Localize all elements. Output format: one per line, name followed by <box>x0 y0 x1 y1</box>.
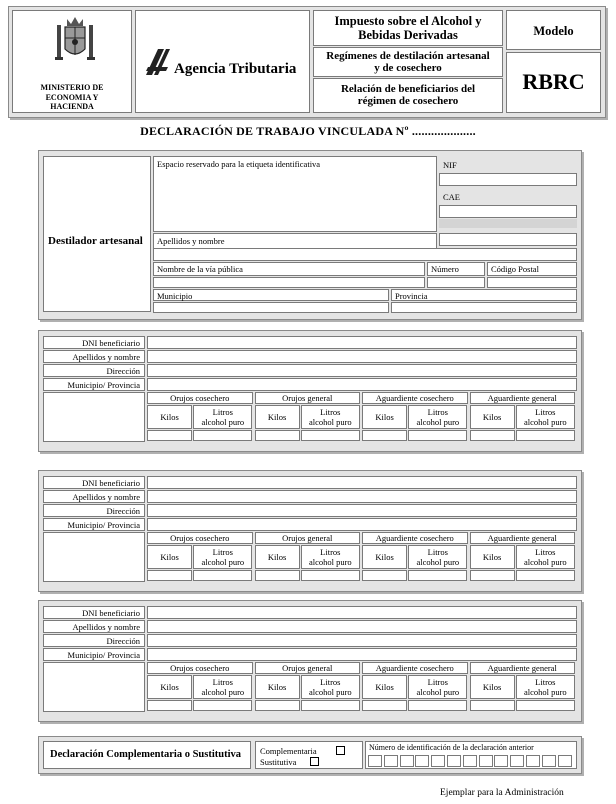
tax-title-line-1: Impuesto sobre el Alcohol y <box>334 14 482 28</box>
label-space-field[interactable] <box>153 156 437 232</box>
modelo-code: RBRC <box>522 69 585 94</box>
municipio-field[interactable] <box>153 289 389 301</box>
beneficiary-group-label: Orujos general <box>282 393 333 403</box>
kilos-header <box>362 405 407 429</box>
kilos-label: Kilos <box>375 552 394 562</box>
prev-number-digit-cell[interactable] <box>384 755 398 767</box>
litros-label-1: Litros <box>320 547 341 557</box>
beneficiary-group-header <box>147 662 253 674</box>
litros-value-field[interactable] <box>516 430 575 441</box>
kilos-label: Kilos <box>482 552 502 562</box>
beneficiary-group-label: Orujos cosechero <box>170 393 230 403</box>
agency-name: Agencia Tributaria <box>174 61 297 77</box>
litros-label-1: Litros <box>212 407 233 417</box>
municipio-label: Municipio <box>157 291 193 301</box>
kilos-label: Kilos <box>482 682 502 692</box>
litros-label-1: Litros <box>535 407 556 417</box>
litros-label-1: Litros <box>535 547 556 557</box>
prev-number-digit-cell[interactable] <box>494 755 508 767</box>
kilos-label: Kilos <box>160 412 179 422</box>
footer-copy-label: Ejemplar para la Administración <box>440 788 564 798</box>
kilos-header <box>147 675 192 699</box>
nif-label: NIF <box>443 160 457 170</box>
litros-label-2: alcohol puro <box>523 687 567 697</box>
cae-field[interactable] <box>439 205 577 218</box>
cp-value[interactable] <box>487 277 577 288</box>
beneficiary-row-label-box <box>43 606 145 619</box>
litros-label-2: alcohol puro <box>416 687 460 697</box>
beneficiary-group-header <box>470 392 576 404</box>
kilos-value-field[interactable] <box>470 430 515 441</box>
kilos-header <box>147 405 192 429</box>
litros-label-2: alcohol puro <box>308 557 352 567</box>
kilos-label: Kilos <box>267 552 287 562</box>
litros-label-2: alcohol puro <box>201 417 245 427</box>
kilos-label: Kilos <box>482 412 502 422</box>
litros-label-2: alcohol puro <box>201 687 245 697</box>
litros-label-1: Litros <box>320 407 341 417</box>
coat-of-arms-icon <box>53 15 97 65</box>
complementaria-title-box <box>43 741 251 769</box>
litros-value-field[interactable] <box>516 570 575 581</box>
kilos-header <box>470 545 515 569</box>
litros-header <box>408 675 467 699</box>
beneficiary-row-label-box <box>43 378 145 391</box>
beneficiary-blank-cell <box>43 662 145 712</box>
beneficiary-group-label: Orujos general <box>282 533 333 543</box>
via-field[interactable] <box>153 262 425 276</box>
apellidos-field-2[interactable] <box>439 233 577 246</box>
prev-number-digit-cell[interactable] <box>526 755 540 767</box>
beneficiary-group-header <box>470 532 576 544</box>
litros-header <box>193 675 252 699</box>
via-label: Nombre de la vía pública <box>157 264 243 274</box>
litros-label-1: Litros <box>212 677 233 687</box>
prev-number-digit-cell[interactable] <box>400 755 414 767</box>
via-value[interactable] <box>153 277 425 288</box>
header-frame <box>8 6 606 118</box>
kilos-label: Kilos <box>267 682 287 692</box>
litros-label-2: alcohol puro <box>416 417 460 427</box>
beneficiary-blank-cell <box>43 392 145 442</box>
declaration-title: DECLARACIÓN DE TRABAJO VINCULADA Nº .................... <box>140 124 476 138</box>
kilos-label: Kilos <box>375 682 394 692</box>
beneficiary-row-label: Dirección <box>106 636 140 646</box>
litros-label-1: Litros <box>427 407 448 417</box>
litros-value-field[interactable] <box>193 570 252 581</box>
litros-header <box>408 545 467 569</box>
opt-sustitutiva-label: Sustitutiva <box>260 757 297 767</box>
municipio-value[interactable] <box>153 302 389 313</box>
kilos-value-field[interactable] <box>255 570 300 581</box>
litros-header <box>301 545 360 569</box>
kilos-value-field[interactable] <box>362 700 407 711</box>
sustitutiva-checkbox[interactable] <box>310 757 319 766</box>
apellidos-field-3[interactable] <box>153 248 577 261</box>
beneficiary-row-label-box <box>43 648 145 661</box>
litros-label-1: Litros <box>535 677 556 687</box>
kilos-header <box>255 545 300 569</box>
beneficiary-block-1 <box>38 330 582 452</box>
beneficiary-row-label: Dirección <box>106 506 140 516</box>
beneficiary-row-field[interactable] <box>147 378 577 391</box>
relation-title-line-2: régimen de cosechero <box>357 95 459 107</box>
litros-header <box>516 405 575 429</box>
beneficiary-row-label: Apellidos y nombre <box>72 352 140 362</box>
modelo-label: Modelo <box>533 24 574 38</box>
beneficiary-row-label: DNI beneficiario <box>82 338 140 348</box>
modelo-label-block <box>506 10 601 50</box>
litros-value-field[interactable] <box>193 430 252 441</box>
agencia-logo-icon <box>144 47 172 77</box>
beneficiary-group-label: Orujos cosechero <box>170 663 230 673</box>
kilos-label: Kilos <box>160 552 179 562</box>
numero-value[interactable] <box>427 277 485 288</box>
ministry-block <box>12 10 132 113</box>
beneficiary-row-label-box <box>43 634 145 647</box>
beneficiary-blank-cell <box>43 532 145 582</box>
litros-header <box>301 405 360 429</box>
beneficiary-row-label: DNI beneficiario <box>82 478 140 488</box>
litros-label-2: alcohol puro <box>308 687 352 697</box>
beneficiary-group-label: Orujos general <box>282 663 333 673</box>
complementaria-options-box <box>255 741 363 769</box>
beneficiary-group-label: Aguardiente cosechero <box>375 393 454 403</box>
beneficiary-group-label: Orujos cosechero <box>170 533 230 543</box>
beneficiary-group-header <box>255 532 361 544</box>
beneficiary-row-field[interactable] <box>147 634 577 647</box>
beneficiary-row-field[interactable] <box>147 490 577 503</box>
beneficiary-row-field[interactable] <box>147 476 577 489</box>
tax-title-line-2: Bebidas Derivadas <box>358 28 458 42</box>
beneficiary-row-field[interactable] <box>147 504 577 517</box>
prev-number-box <box>365 741 577 769</box>
beneficiary-row-label-box <box>43 490 145 503</box>
cae-label: CAE <box>443 192 460 202</box>
apellidos-label: Apellidos y nombre <box>157 236 225 246</box>
kilos-header <box>255 675 300 699</box>
agency-block <box>135 10 310 113</box>
destilador-label: Destilador artesanal <box>48 235 143 247</box>
beneficiary-row-label-box <box>43 476 145 489</box>
litros-value-field[interactable] <box>301 700 360 711</box>
prev-number-digit-cell[interactable] <box>447 755 461 767</box>
provincia-field[interactable] <box>391 289 577 301</box>
beneficiary-row-label-box <box>43 350 145 363</box>
regime-title-block <box>313 47 503 77</box>
litros-label-2: alcohol puro <box>523 557 567 567</box>
regime-title-line-2: y de cosechero <box>374 62 442 74</box>
beneficiary-row-field[interactable] <box>147 518 577 531</box>
beneficiary-row-label-box <box>43 518 145 531</box>
prev-number-cells[interactable] <box>368 755 574 767</box>
numero-label: Número <box>431 264 459 274</box>
litros-label-2: alcohol puro <box>416 557 460 567</box>
beneficiary-group-label: Aguardiente general <box>487 663 557 673</box>
litros-header <box>516 545 575 569</box>
beneficiary-block-3 <box>38 600 582 722</box>
modelo-code-block <box>506 52 601 113</box>
label-space-label: Espacio reservado para la etiqueta identificativa <box>157 159 321 169</box>
kilos-value-field[interactable] <box>362 430 407 441</box>
relation-title-line-1: Relación de beneficiarios del <box>340 83 476 95</box>
kilos-header <box>255 405 300 429</box>
beneficiary-group-label: Aguardiente cosechero <box>375 533 454 543</box>
litros-header <box>193 405 252 429</box>
kilos-value-field[interactable] <box>147 430 192 441</box>
beneficiary-group-header <box>147 532 253 544</box>
litros-value-field[interactable] <box>516 700 575 711</box>
prev-number-digit-cell[interactable] <box>542 755 556 767</box>
kilos-header <box>470 675 515 699</box>
beneficiary-block-2 <box>38 470 582 592</box>
beneficiary-group-header <box>255 392 361 404</box>
provincia-label: Provincia <box>395 291 428 301</box>
opt-complementaria-label: Complementaria <box>260 746 317 756</box>
kilos-value-field[interactable] <box>470 570 515 581</box>
tax-title-block <box>313 10 503 46</box>
litros-label-2: alcohol puro <box>308 417 352 427</box>
beneficiary-group-label: Aguardiente cosechero <box>375 663 454 673</box>
beneficiary-row-field[interactable] <box>147 336 577 349</box>
beneficiary-row-field[interactable] <box>147 350 577 363</box>
beneficiary-row-label-box <box>43 620 145 633</box>
beneficiary-row-field[interactable] <box>147 648 577 661</box>
litros-label-1: Litros <box>427 677 448 687</box>
beneficiary-group-label: Aguardiente general <box>487 533 557 543</box>
cp-field[interactable] <box>487 262 577 276</box>
beneficiary-row-label: Dirección <box>106 366 140 376</box>
kilos-value-field[interactable] <box>255 430 300 441</box>
complementaria-section <box>38 736 582 774</box>
kilos-label: Kilos <box>267 412 287 422</box>
cae-shade <box>439 219 577 228</box>
litros-header <box>516 675 575 699</box>
beneficiary-group-header <box>255 662 361 674</box>
kilos-value-field[interactable] <box>255 700 300 711</box>
beneficiary-row-label: Municipio/ Provincia <box>67 650 140 660</box>
beneficiary-row-field[interactable] <box>147 620 577 633</box>
litros-label-2: alcohol puro <box>523 417 567 427</box>
beneficiary-row-label: Municipio/ Provincia <box>67 520 140 530</box>
prev-number-label: Número de identificación de la declaración anterior <box>369 743 534 752</box>
beneficiary-row-label-box <box>43 504 145 517</box>
beneficiary-group-header <box>362 662 468 674</box>
beneficiary-row-label: Municipio/ Provincia <box>67 380 140 390</box>
litros-value-field[interactable] <box>193 700 252 711</box>
prev-number-digit-cell[interactable] <box>510 755 524 767</box>
kilos-label: Kilos <box>375 412 394 422</box>
beneficiary-group-header <box>362 532 468 544</box>
cp-label: Código Postal <box>491 264 539 274</box>
complementaria-checkbox[interactable] <box>336 746 345 755</box>
beneficiary-row-label-box <box>43 336 145 349</box>
litros-value-field[interactable] <box>408 570 467 581</box>
litros-value-field[interactable] <box>408 700 467 711</box>
destilador-section <box>38 150 582 320</box>
kilos-value-field[interactable] <box>147 700 192 711</box>
litros-header <box>193 545 252 569</box>
prev-number-digit-cell[interactable] <box>558 755 572 767</box>
beneficiary-group-label: Aguardiente general <box>487 393 557 403</box>
numero-field[interactable] <box>427 262 485 276</box>
kilos-header <box>362 675 407 699</box>
beneficiary-row-label: Apellidos y nombre <box>72 622 140 632</box>
ministry-line-2: ECONOMIA Y <box>45 92 99 102</box>
relation-title-block <box>313 78 503 113</box>
provincia-value[interactable] <box>391 302 577 313</box>
kilos-header <box>362 545 407 569</box>
nif-field[interactable] <box>439 173 577 186</box>
beneficiary-row-label-box <box>43 364 145 377</box>
kilos-label: Kilos <box>160 682 179 692</box>
litros-label-1: Litros <box>427 547 448 557</box>
kilos-value-field[interactable] <box>147 570 192 581</box>
litros-value-field[interactable] <box>301 430 360 441</box>
litros-label-1: Litros <box>320 677 341 687</box>
beneficiary-group-header <box>470 662 576 674</box>
kilos-value-field[interactable] <box>362 570 407 581</box>
ministry-line-3: HACIENDA <box>50 102 94 111</box>
litros-label-2: alcohol puro <box>201 557 245 567</box>
destilador-label-box <box>43 156 151 312</box>
kilos-value-field[interactable] <box>470 700 515 711</box>
prev-number-digit-cell[interactable] <box>415 755 429 767</box>
beneficiary-row-field[interactable] <box>147 364 577 377</box>
litros-header <box>301 675 360 699</box>
litros-value-field[interactable] <box>301 570 360 581</box>
prev-number-digit-cell[interactable] <box>463 755 477 767</box>
litros-header <box>408 405 467 429</box>
beneficiary-group-header <box>362 392 468 404</box>
prev-number-digit-cell[interactable] <box>368 755 382 767</box>
litros-label-1: Litros <box>212 547 233 557</box>
beneficiary-group-header <box>147 392 253 404</box>
regime-title-line-1: Regímenes de destilación artesanal <box>326 50 490 62</box>
litros-value-field[interactable] <box>408 430 467 441</box>
kilos-header <box>147 545 192 569</box>
beneficiary-row-label: DNI beneficiario <box>82 608 140 618</box>
complementaria-title: Declaración Complementaria o Sustitutiva <box>50 749 242 760</box>
prev-number-digit-cell[interactable] <box>431 755 445 767</box>
prev-number-digit-cell[interactable] <box>479 755 493 767</box>
ministry-line-1: MINISTERIO DE <box>40 83 104 92</box>
beneficiary-row-field[interactable] <box>147 606 577 619</box>
beneficiary-row-label: Apellidos y nombre <box>72 492 140 502</box>
kilos-header <box>470 405 515 429</box>
